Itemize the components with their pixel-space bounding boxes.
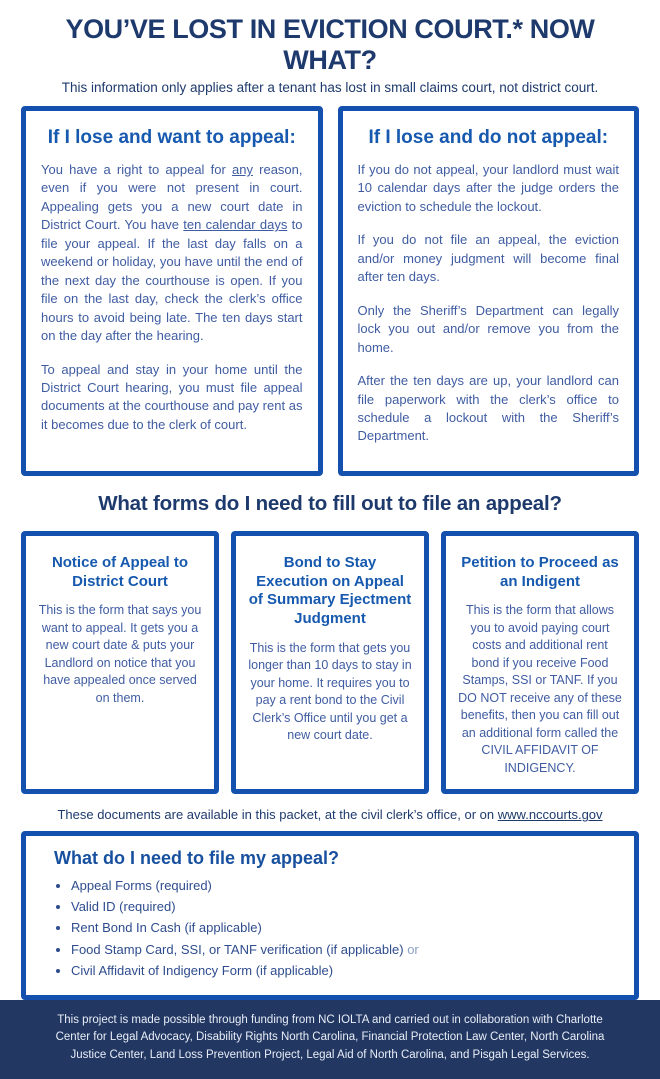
footer-credits: This project is made possible through funding from NC IOLTA and carried out in collaboration with Charlotte Center for Legal Advocacy, Disability Rights North Carolina, Financial Protection Law Center, North Carolina Justice Center, Land Loss Prevention Project, Legal Aid of North Carolina, and Pisgah Legal Services. bbox=[55, 1013, 605, 1062]
want-to-appeal-box bbox=[21, 106, 323, 476]
footer bbox=[0, 1000, 660, 1079]
want-to-appeal-paragraph-1 bbox=[41, 161, 303, 346]
checklist-heading: What do I need to file my appeal? bbox=[54, 848, 340, 869]
checklist-item bbox=[71, 939, 606, 960]
checklist-list bbox=[54, 875, 606, 980]
availability-note bbox=[0, 807, 660, 822]
bond-to-stay-box bbox=[231, 531, 429, 795]
checklist-item bbox=[71, 875, 606, 896]
no-appeal-paragraph: If you do not appeal, your landlord must wait 10 calendar days after the judge orders the eviction to schedule the lockout. bbox=[357, 162, 619, 214]
bond-to-stay-title: Bond to Stay Execution on Appeal of Summary Ejectment Judgment bbox=[248, 553, 412, 628]
no-appeal-paragraph: After the ten days are up, your landlord can file paperwork with the clerk’s office to schedule a lockout with the Sheriff’s Department. bbox=[357, 373, 619, 444]
notice-of-appeal-box bbox=[21, 531, 219, 795]
forms-section-heading: What forms do I need to fill out to file an appeal? bbox=[98, 491, 562, 515]
bond-to-stay-body: This is the form that gets you longer than 10 days to stay in your home. It requires you to pay a rent bond to the Civil Clerk’s Office until you get a new court date. bbox=[248, 640, 412, 743]
no-appeal-heading: If I lose and do not appeal: bbox=[368, 127, 609, 148]
notice-of-appeal-title: Notice of Appeal to District Court bbox=[51, 553, 189, 590]
availability-text: These documents are available in this packet, at the civil clerk’s office, or on bbox=[57, 807, 498, 823]
petition-indigent-box bbox=[441, 531, 639, 795]
forms-row bbox=[0, 531, 660, 795]
checklist-item-or: or bbox=[403, 941, 419, 957]
petition-indigent-body: This is the form that allows you to avoid paying court costs and additional rent bond if you receive Food Stamps, SSI or TANF. If you DO NOT receive any of these benefits, then you can fill out an additional form called the CIVIL AFFIDAVIT OF INDIGENCY. bbox=[458, 603, 622, 775]
text-segment: to file your appeal. If the last day falls on a weekend or holiday, you have until the end of the next day the courthouse is open. If you file on the last day, check the clerk’s office hours to avoid being late. The ten days start on the day after the hearing. bbox=[41, 217, 303, 344]
petition-indigent-title: Petition to Proceed as an Indigent bbox=[461, 553, 619, 590]
checklist-item-text: Rent Bond In Cash (if applicable) bbox=[71, 920, 262, 936]
checklist-box bbox=[21, 831, 639, 999]
no-appeal-box bbox=[338, 106, 640, 476]
nccourts-link[interactable]: www.nccourts.gov bbox=[497, 807, 603, 823]
page-subtitle: This information only applies after a tenant has lost in small claims court, not district court. bbox=[61, 80, 599, 95]
checklist-item-text: Food Stamp Card, SSI, or TANF verification (if applicable) bbox=[71, 941, 404, 957]
checklist-item-text: Valid ID (required) bbox=[71, 899, 176, 915]
checklist-item bbox=[71, 896, 606, 917]
want-to-appeal-paragraph-2: To appeal and stay in your home until the District Court hearing, you must file appeal documents at the courthouse and pay rent as it becomes due to the clerk of court. bbox=[41, 361, 303, 432]
page-title: YOU’VE LOST IN EVICTION COURT.* NOW WHAT? bbox=[65, 14, 595, 75]
appeal-info-row bbox=[0, 106, 660, 476]
text-segment: reason, even if you were not present in court. Appealing gets you a new court date in District Court. You have bbox=[41, 162, 303, 233]
checklist-item bbox=[71, 960, 606, 981]
underlined-text: any bbox=[231, 162, 253, 177]
checklist-item bbox=[71, 917, 606, 938]
no-appeal-paragraph: If you do not file an appeal, the eviction and/or money judgment will become final after ten days. bbox=[357, 232, 619, 285]
checklist-item-text: Civil Affidavit of Indigency Form (if applicable) bbox=[71, 962, 334, 978]
underlined-text: ten calendar days bbox=[183, 217, 288, 233]
checklist-item-text: Appeal Forms (required) bbox=[71, 878, 212, 894]
notice-of-appeal-body: This is the form that says you want to appeal. It gets you a new court date & puts your Landlord on notice that you have appealed once served on them. bbox=[38, 603, 202, 705]
no-appeal-paragraph: Only the Sheriff’s Department can legally lock you out and/or remove you from the home. bbox=[357, 302, 619, 355]
text-segment: You have a right to appeal for bbox=[41, 162, 232, 177]
want-to-appeal-heading: If I lose and want to appeal: bbox=[47, 127, 296, 148]
